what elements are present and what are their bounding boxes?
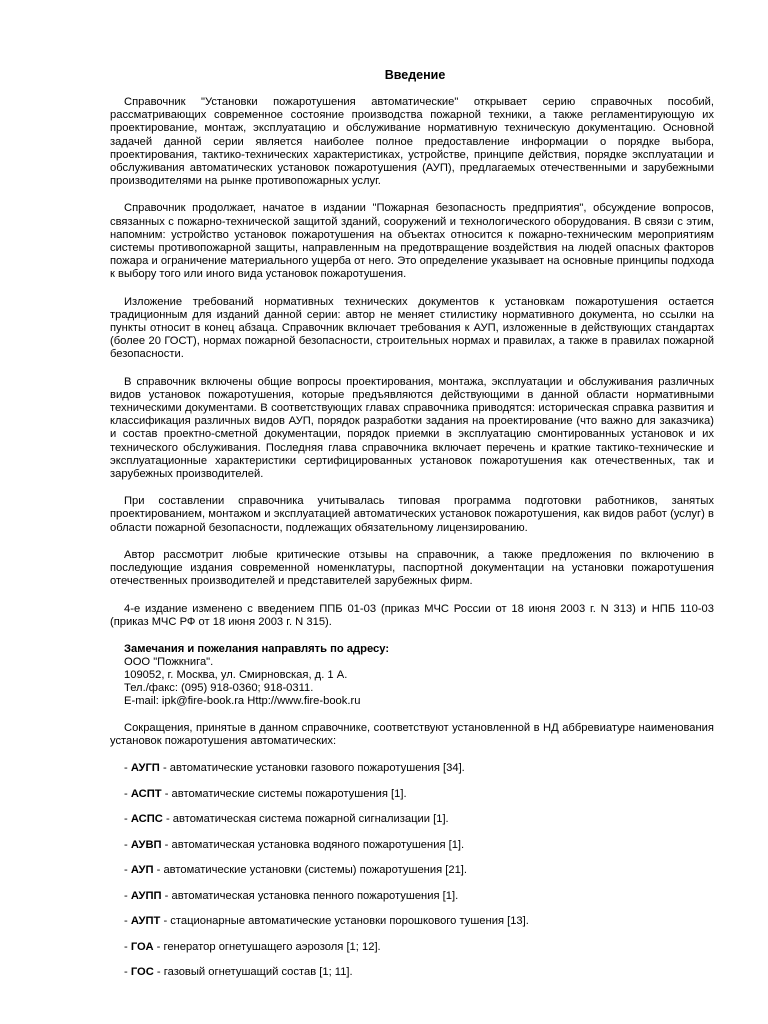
abbreviation-item: - АУВП - автоматическая установка водяного пожаротушения [1].	[124, 838, 465, 851]
contact-address	[124, 643, 714, 708]
paragraph-training: При составлении справочника учитывалась типовая программа подготовки работников, занятых проектированием, монтажом и эксплуатацией автоматических установок пожаротушения, как видов работ (услуг) в области пожарной безопасности, подлежащих обязательному лицензированию.	[110, 495, 714, 534]
abbreviation-code: АУПТ	[130, 915, 161, 928]
paragraph-contents: В справочник включены общие вопросы проектирования, монтажа, эксплуатации и обслуживания различных видов установок пожаротушения, которые предъявляются действующими в данной области нормативными техническими документами. В соответствующих главах справочника приводятся: историческая справка развития и классификация различных видов АУП, порядок разработки задания на проектирование (что важно для заказчика) и состав проектно-сметной документации, порядок приемки в эксплуатацию смонтированных установок и их технического обслуживания. Последняя глава справочника включает перечень и краткие тактико-технические и эксплуатационные характеристики сертифицированных установок пожаротушения как отечественных, так и зарубежных производителей.	[110, 375, 714, 481]
abbreviation-item: - АУП - автоматические установки (системы) пожаротушения [21].	[124, 864, 468, 877]
abbreviation-code: АСПС	[130, 813, 163, 826]
abbreviation-code: АУПП	[130, 889, 162, 902]
abbreviation-text: - автоматические установки (системы) пожаротушения [21].	[153, 864, 468, 877]
abbreviation-item: - ГОА - генератор огнетушащего аэрозоля [1; 12].	[124, 940, 381, 953]
abbreviation-text: - автоматические системы пожаротушения [1].	[161, 787, 407, 800]
abbreviation-item: - АСПТ - автоматические системы пожаротушения [1].	[124, 787, 407, 800]
abbreviation-text: - автоматическая установка пенного пожаротушения [1].	[161, 889, 459, 902]
abbreviation-text: - стационарные автоматические установки порошкового тушения [13].	[160, 915, 529, 928]
abbreviation-code: АУП	[130, 864, 154, 877]
paragraph-edition: 4-е издание изменено с введением ППБ 01-03 (приказ МЧС России от 18 июня 2003 г. N 313) и НПБ 110-03 (приказ МЧС РФ от 18 июня 2003 г. N 315).	[110, 602, 714, 628]
abbreviation-item: - ГОС - газовый огнетушащий состав [1; 11].	[124, 966, 353, 979]
abbreviation-code: АУВП	[130, 838, 162, 851]
address-heading: Замечания и пожелания направлять по адресу:	[124, 642, 390, 655]
abbreviation-item: - АУПТ - стационарные автоматические установки порошкового тушения [13].	[124, 915, 529, 928]
paragraph-requirements: Изложение требований нормативных технических документов к установкам пожаротушения остается традиционным для изданий данной серии: автор не меняет стилистику нормативного документа, но ссылки на пункты относит в конец абзаца. Справочник включает требования к АУП, изложенные в действующих стандартах (более 20 ГОСТ), нормах пожарной безопасности, строительных нормах и правилах, а также в правилах пожарной безопасности.	[110, 295, 714, 361]
abbreviations-list	[110, 762, 714, 979]
address-street: 109052, г. Москва, ул. Смирновская, д. 1 А.	[124, 668, 348, 681]
paragraph-feedback: Автор рассмотрит любые критические отзывы на справочник, а также предложения по включению в последующие издания современной номенклатуры, паспортной документации на установки пожаротушения отечественных производителей и представителей зарубежных фирм.	[110, 548, 714, 588]
abbreviation-item: - АУПП - автоматическая установка пенного пожаротушения [1].	[124, 889, 459, 902]
abbreviation-item: - АУГП - автоматические установки газового пожаротушения [34].	[124, 762, 465, 775]
page-title: Введение	[384, 68, 446, 82]
address-phone: Тел./факс: (095) 918-0360; 918-0311.	[124, 681, 314, 694]
address-company: ООО "Пожкнига".	[124, 655, 214, 668]
abbreviation-text: - автоматические установки газового пожаротушения [34].	[159, 762, 465, 775]
abbreviation-text: - автоматическая установка водяного пожаротушения [1].	[161, 838, 465, 851]
abbreviation-code: ГОА	[130, 940, 154, 953]
abbreviation-text: - газовый огнетушащий состав [1; 11].	[153, 966, 353, 979]
abbreviation-item: - АСПС - автоматическая система пожарной сигнализации [1].	[124, 813, 449, 826]
abbreviation-code: ГОС	[130, 966, 154, 979]
address-email-web: E-mail: ipk@fire-book.ra Http://www.fire-book.ru	[124, 694, 361, 707]
abbreviation-code: АСПТ	[130, 787, 162, 800]
paragraph-continuation: Справочник продолжает, начатое в издании "Пожарная безопасность предприятия", обсуждение вопросов, связанных с пожарно-технической защитой зданий, сооружений и технологического оборудования. В связи с этим, напомним: устройство установок пожаротушения на объектах относится к пожарно-техническим мероприятиям системы противопожарной защиты, направленным на предотвращение воздействия на людей опасных факторов пожара и ограничение материального ущерба от него. Это определение указывает на основные принципы подхода к выбору того или иного вида установок пожаротушения.	[110, 202, 714, 281]
paragraph-intro: Справочник "Установки пожаротушения автоматические" открывает серию справочных пособий, рассматривающих современное состояние производства пожарной техники, а также регламентирующую их проектирование, монтаж, эксплуатацию и обслуживание нормативную техническую документацию. Основной задачей данной серии является наиболее полное предоставление информации о порядке выбора, проектирования, тактико-технических характеристиках, устройстве, принципе действия, порядке эксплуатации и обслуживания автоматических установок пожаротушения (АУП), предлагаемых отечественными и зарубежными производителями на рынке противопожарных услуг.	[110, 96, 714, 188]
abbreviation-text: - генератор огнетушащего аэрозоля [1; 12].	[153, 940, 381, 953]
abbreviation-code: АУГП	[130, 762, 160, 775]
abbreviation-text: - автоматическая система пожарной сигнализации [1].	[162, 813, 449, 826]
abbreviations-intro: Сокращения, принятые в данном справочнике, соответствуют установленной в НД аббревиатуре наименования установок пожаротушения автоматических:	[110, 721, 714, 748]
